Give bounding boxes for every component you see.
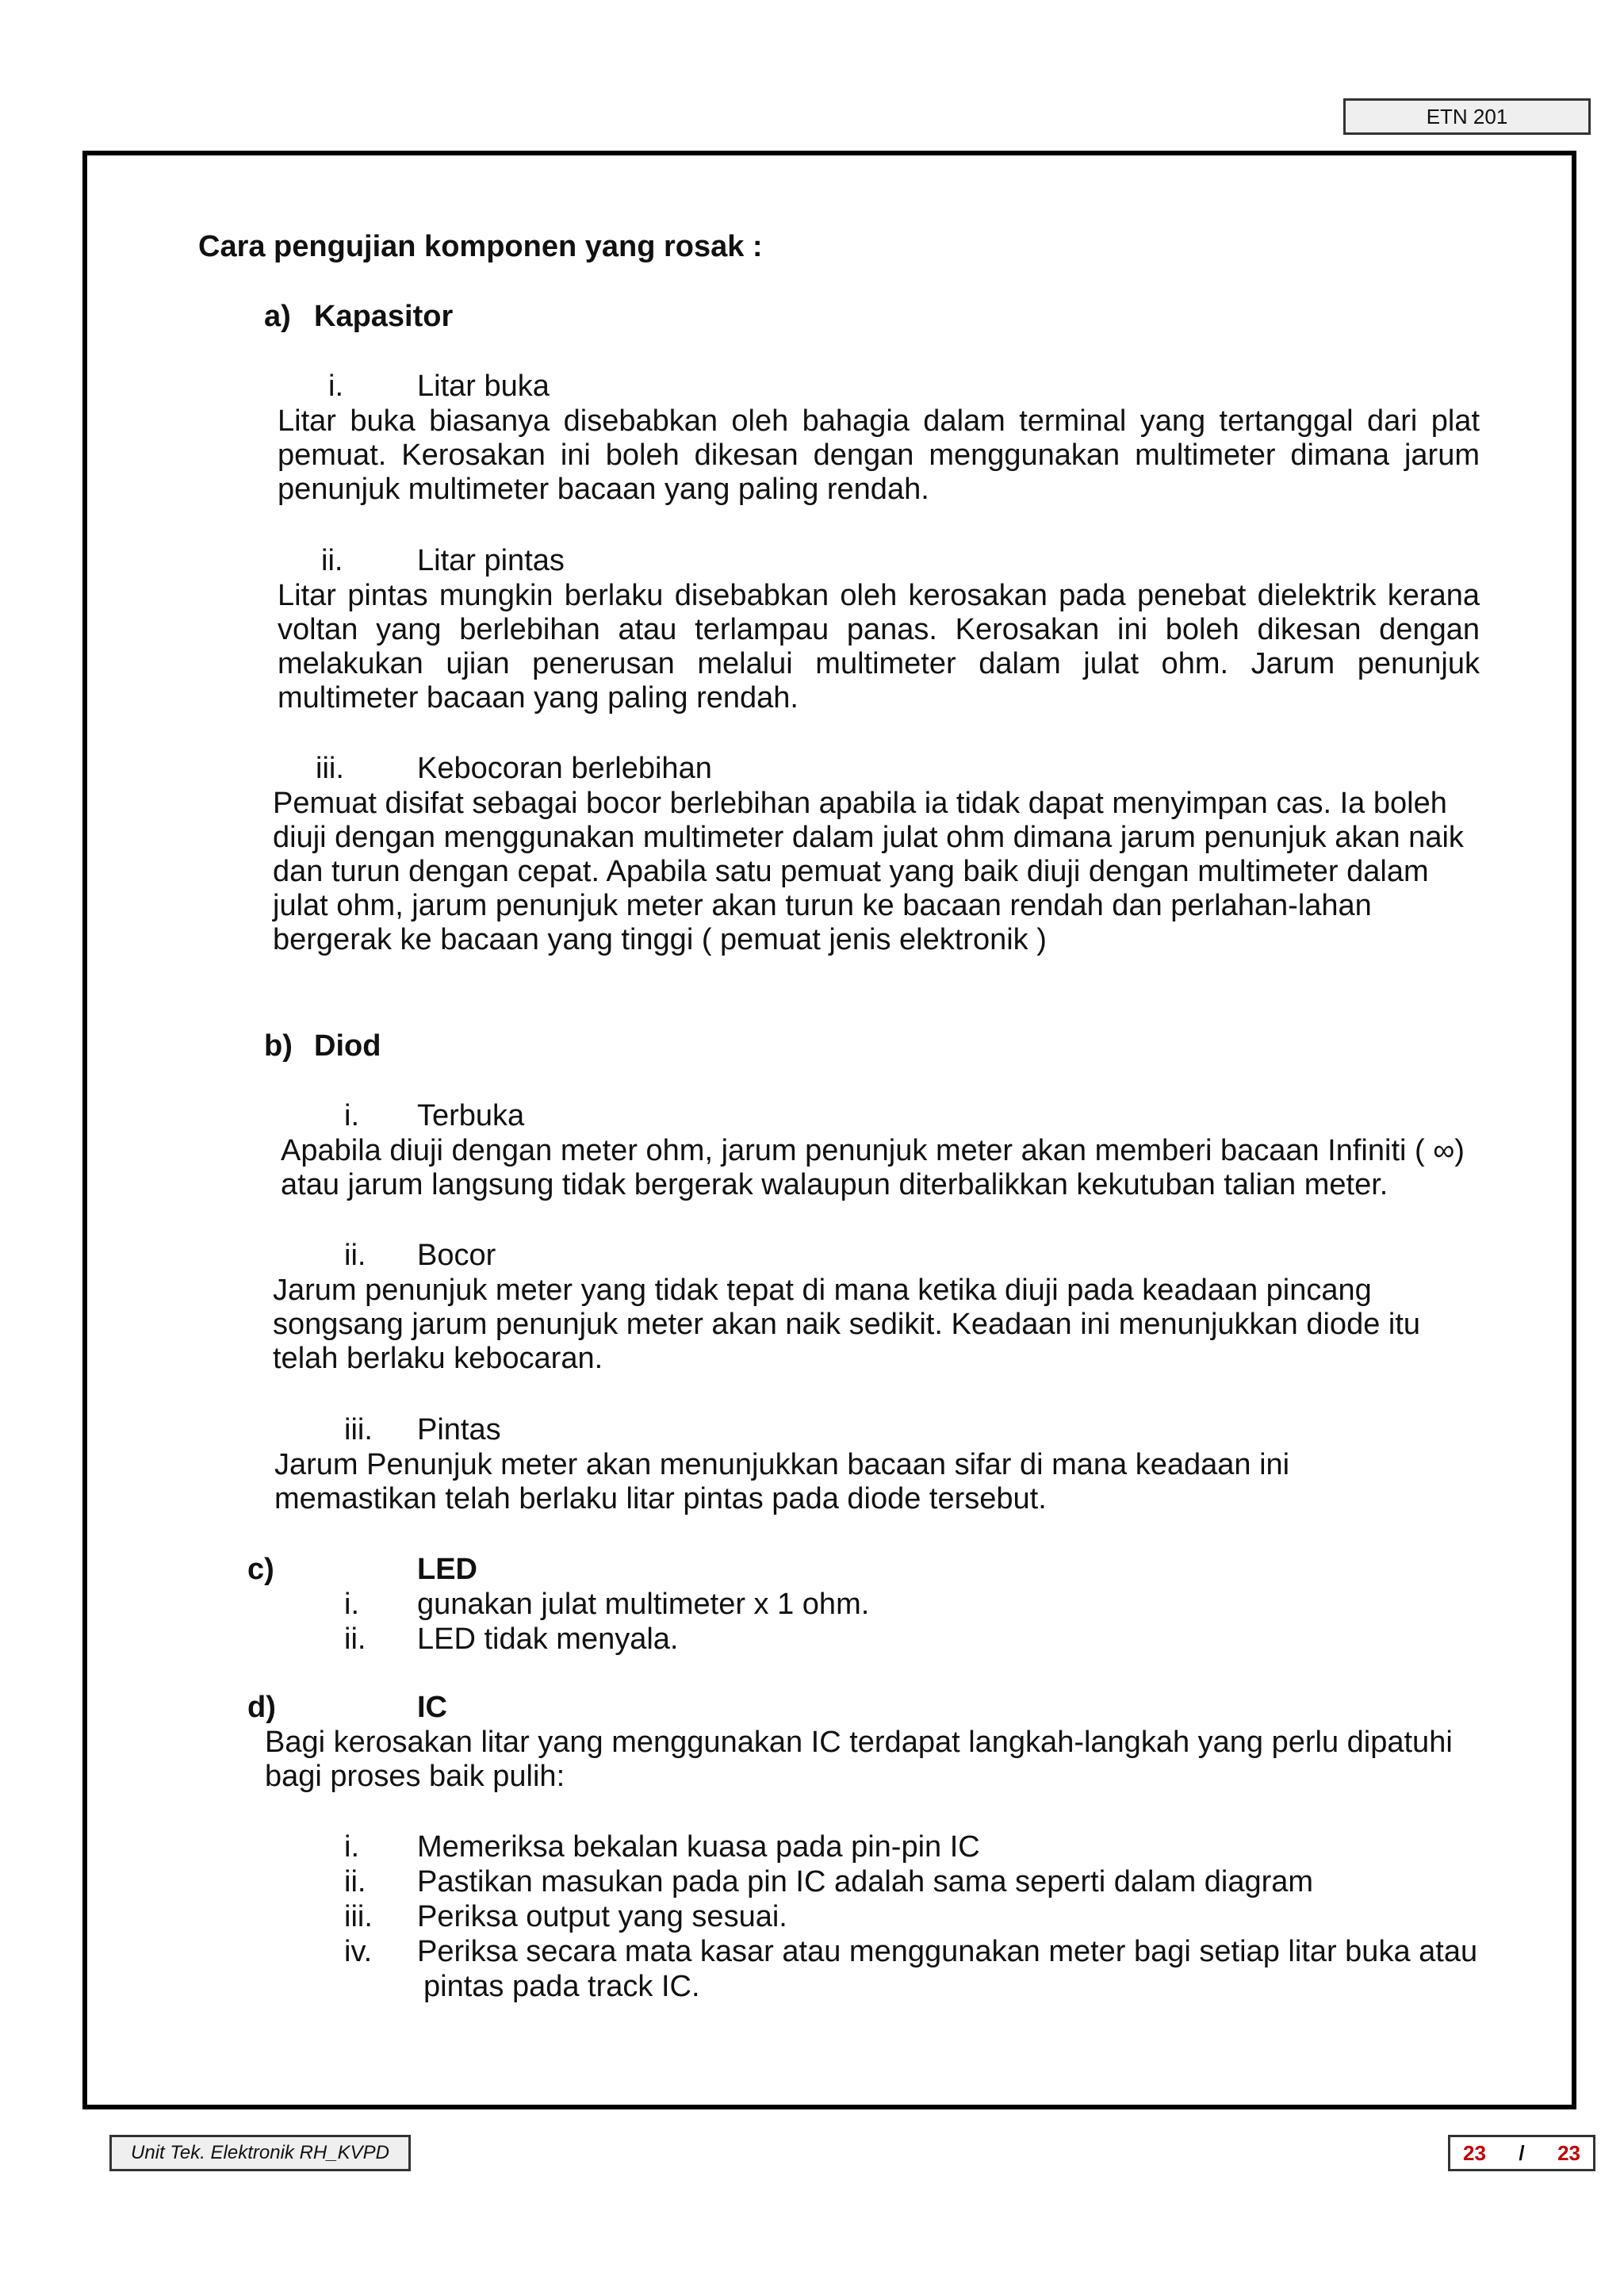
section-d-item-2-number: ii. xyxy=(344,1865,366,1898)
section-a-item-1-text: Litar buka biasanya disebabkan oleh bahagia dalam terminal yang tertanggal dari plat pemuat. Kerosakan ini boleh dikesan dengan menggunakan multimeter dimana jarum penunjuk multimeter bacaan yang paling rendah. xyxy=(278,404,1480,506)
section-a-item-3-number: iii. xyxy=(316,752,344,785)
section-c-item-1-number: i. xyxy=(344,1588,359,1621)
page-number-box xyxy=(1448,2135,1595,2171)
section-b-item-3-number: iii. xyxy=(344,1413,373,1446)
section-b-item-2-number: ii. xyxy=(344,1239,366,1272)
section-c-item-2-number: ii. xyxy=(344,1623,366,1656)
section-a-label: a) xyxy=(264,300,291,333)
section-d-intro: Bagi kerosakan litar yang menggunakan IC terdapat langkah-langkah yang perlu dipatuhi bagi proses baik pulih: xyxy=(265,1726,1453,1793)
section-d-item-4-text: Periksa secara mata kasar atau menggunakan meter bagi setiap litar buka atau xyxy=(417,1935,1478,1968)
section-b-item-1-text: Apabila diuji dengan meter ohm, jarum penunjuk meter akan memberi bacaan Infiniti ( ∞) atau jarum langsung tidak bergerak walaupun diterbalikkan kekutuban talian meter. xyxy=(281,1134,1465,1201)
section-d-item-1-number: i. xyxy=(344,1830,359,1864)
section-d-item-2-text: Pastikan masukan pada pin IC adalah sama seperti dalam diagram xyxy=(417,1865,1314,1898)
section-a-item-2-text: Litar pintas mungkin berlaku disebabkan oleh kerosakan pada penebat dielektrik kerana voltan yang berlebihan atau terlampau panas. Kerosakan ini boleh dikesan dengan melakukan ujian penerusan melalui multimeter dalam julat ohm. Jarum penunjuk multimeter bacaan yang paling rendah. xyxy=(278,579,1480,715)
section-b-item-3-title: Pintas xyxy=(417,1413,501,1446)
section-d-item-3-text: Periksa output yang sesuai. xyxy=(417,1900,787,1933)
document-code-box xyxy=(1343,98,1591,135)
section-a-item-3-title: Kebocoran berlebihan xyxy=(417,752,712,785)
section-d-item-3-number: iii. xyxy=(344,1900,373,1933)
section-d-label: d) xyxy=(247,1691,276,1724)
section-b-item-1-title: Terbuka xyxy=(417,1099,525,1132)
page-total: 23 xyxy=(1557,2140,1580,2165)
section-b-label: b) xyxy=(264,1029,293,1063)
section-a-item-1-title: Litar buka xyxy=(417,370,550,403)
section-d-item-1-text: Memeriksa bekalan kuasa pada pin-pin IC xyxy=(417,1830,980,1864)
section-b-item-2-text: Jarum penunjuk meter yang tidak tepat di mana ketika diuji pada keadaan pincang songsang jarum penunjuk meter akan naik sedikit. Keadaan ini menunjukkan diode itu telah berlaku kebocaran. xyxy=(273,1274,1421,1375)
page-title: Cara pengujian komponen yang rosak : xyxy=(198,230,763,263)
section-a-item-2-number: ii. xyxy=(321,544,343,577)
section-a-heading: Kapasitor xyxy=(314,300,454,333)
section-c-label: c) xyxy=(247,1553,274,1586)
section-c-item-2-text: LED tidak menyala. xyxy=(417,1623,679,1656)
section-a-item-2-title: Litar pintas xyxy=(417,544,565,577)
section-d-item-4-number: iv. xyxy=(344,1935,373,1968)
section-a-item-1-number: i. xyxy=(328,370,343,403)
section-b-item-3-text: Jarum Penunjuk meter akan menunjukkan bacaan sifar di mana keadaan ini memastikan telah berlaku litar pintas pada diode tersebut. xyxy=(274,1448,1290,1515)
section-b-heading: Diod xyxy=(314,1029,381,1063)
section-d-heading: IC xyxy=(417,1691,447,1724)
document-code: ETN 201 xyxy=(1426,104,1508,128)
section-b-item-2-title: Bocor xyxy=(417,1239,496,1272)
section-c-heading: LED xyxy=(417,1553,477,1586)
footer-unit-name: Unit Tek. Elektronik RH_KVPD xyxy=(131,2142,389,2163)
footer-unit-box xyxy=(109,2135,411,2171)
section-b-item-1-number: i. xyxy=(344,1099,359,1132)
page-separator: / xyxy=(1519,2140,1525,2165)
section-c-item-1-text: gunakan julat multimeter x 1 ohm. xyxy=(417,1588,870,1621)
page-current: 23 xyxy=(1463,2140,1486,2165)
section-d-item-4-text-continued: pintas pada track IC. xyxy=(423,1970,700,2003)
section-a-item-3-text: Pemuat disifat sebagai bocor berlebihan apabila ia tidak dapat menyimpan cas. Ia boleh diuji dengan menggunakan multimeter dalam julat ohm dimana jarum penunjuk akan naik dan turun dengan cepat. Apabila satu pemuat yang baik diuji dengan multimeter dalam julat ohm, jarum penunjuk meter akan turun ke bacaan rendah dan perlahan-lahan bergerak ke bacaan yang tinggi ( pemuat jenis elektronik ) xyxy=(273,787,1464,956)
